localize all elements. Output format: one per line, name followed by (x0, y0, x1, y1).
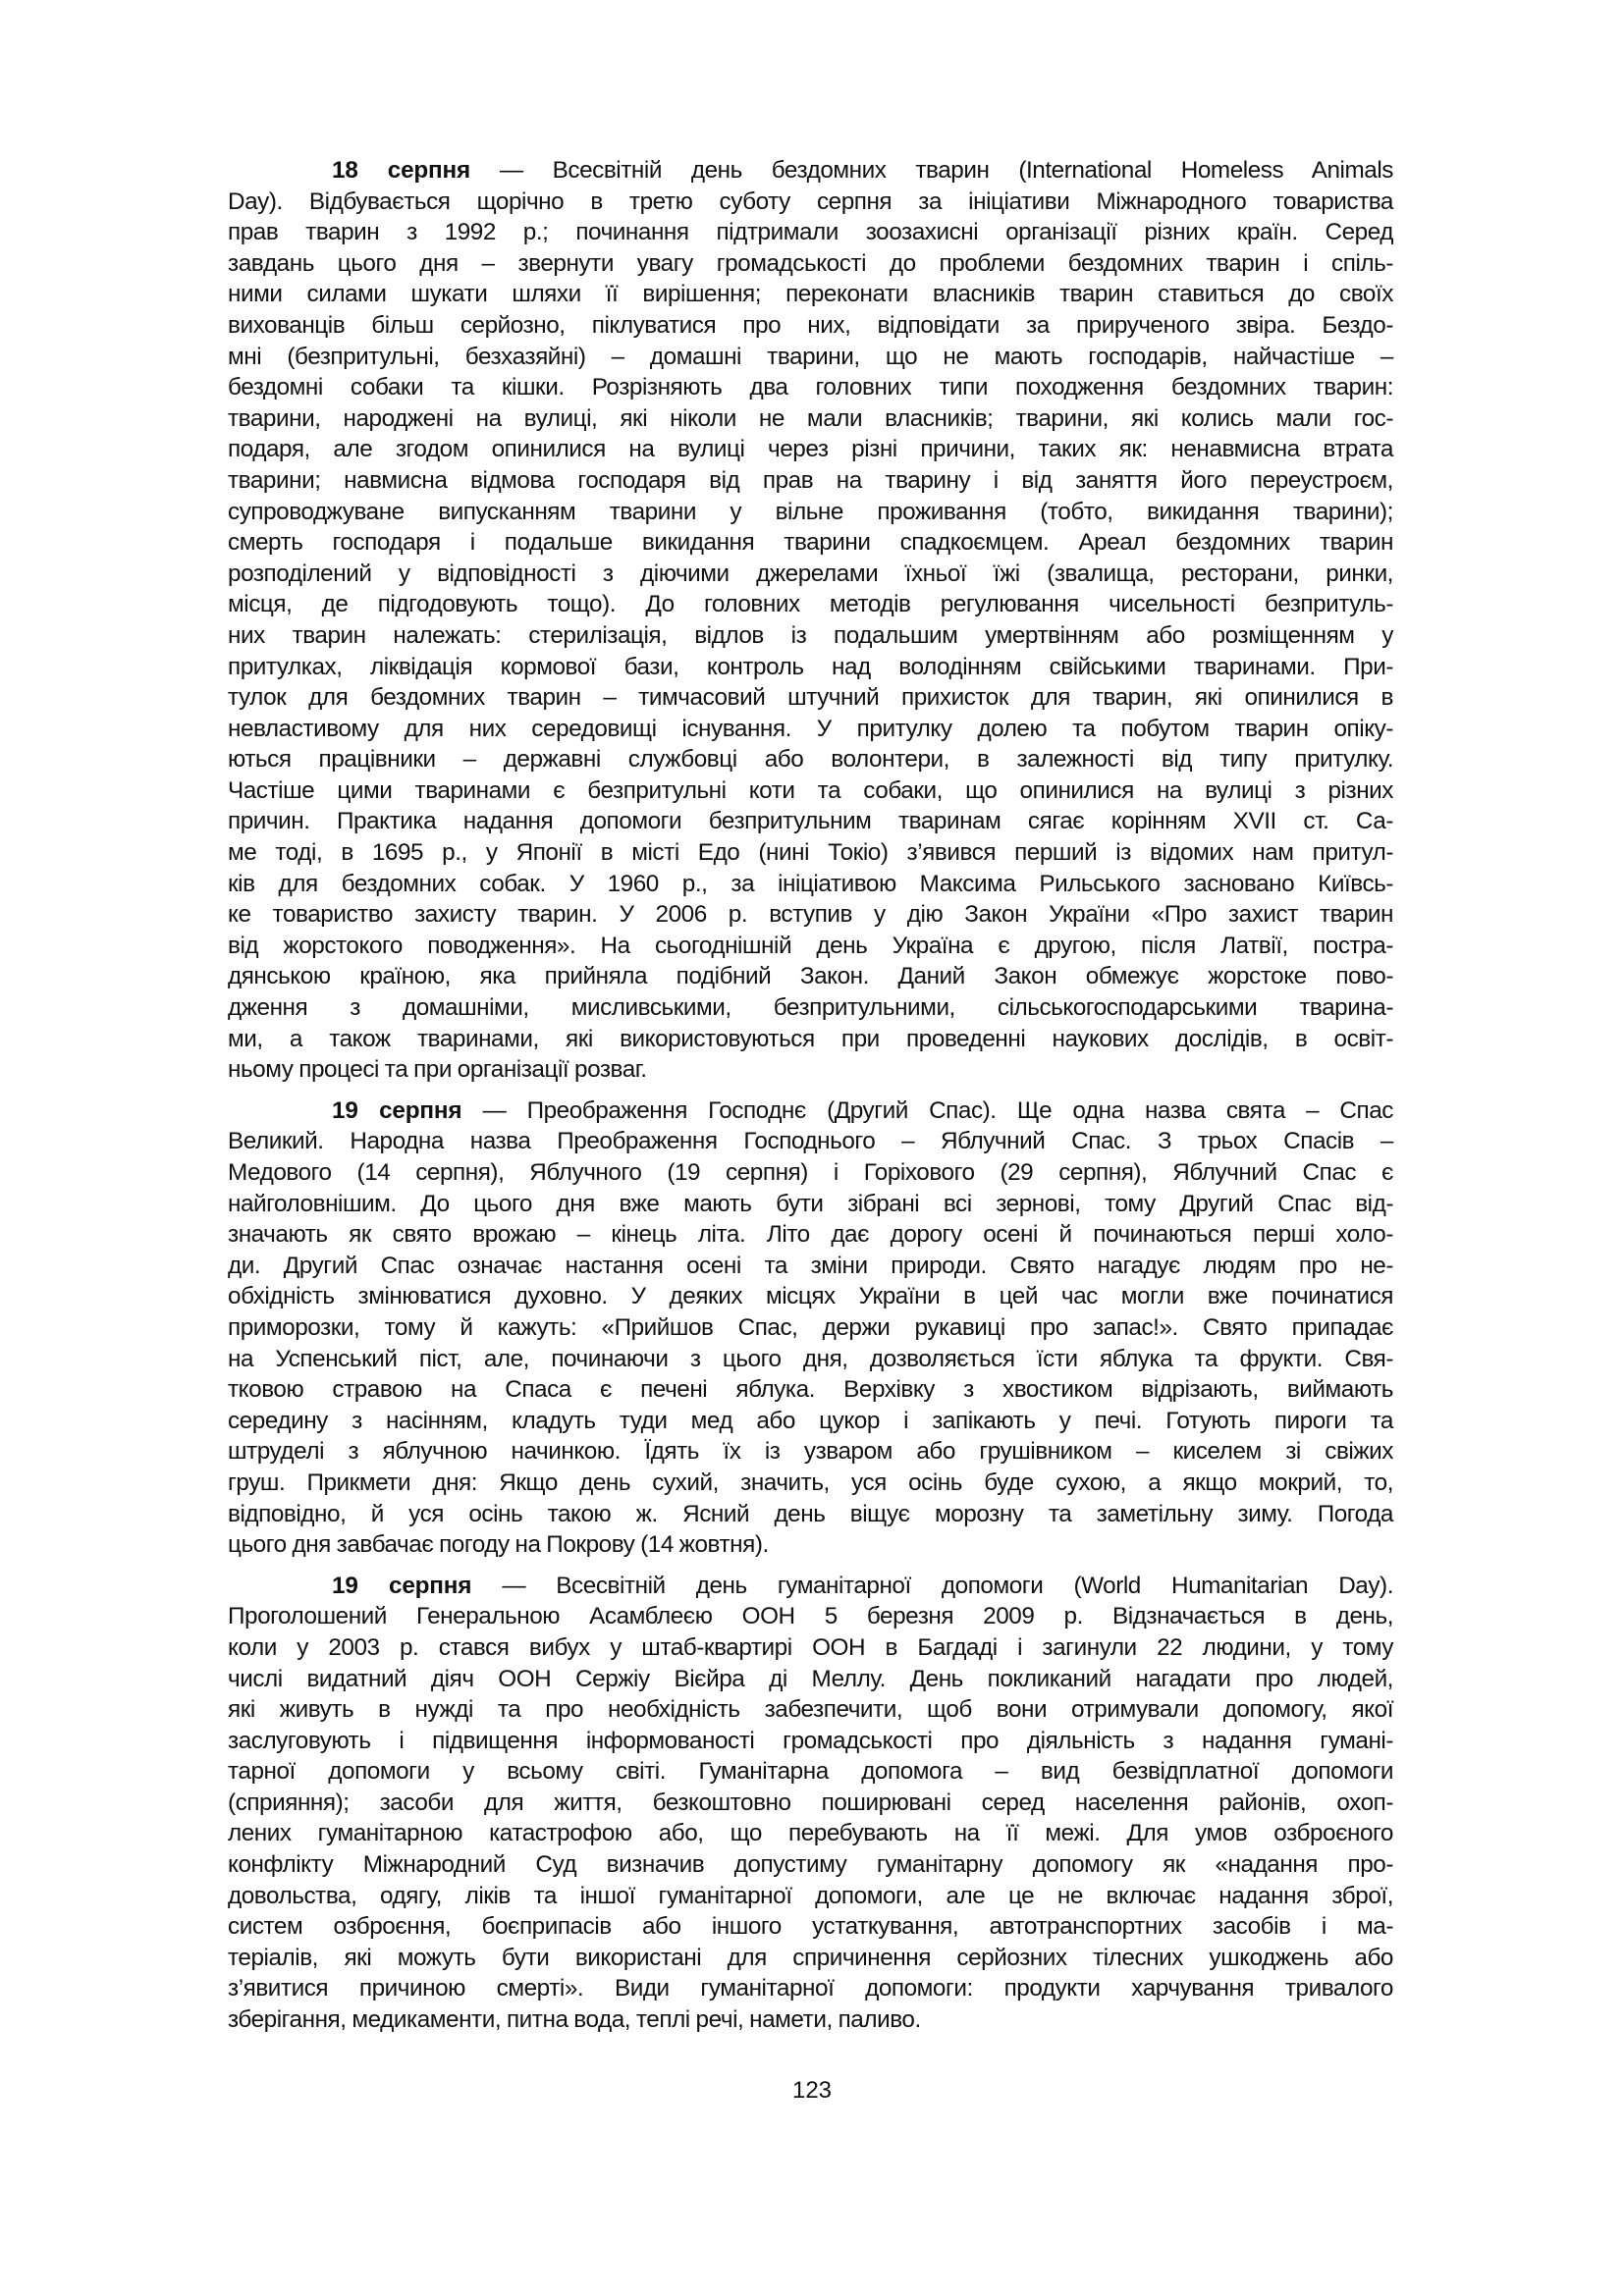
text-line: теріалів, які можуть бути використані для спричинення серйозних тілесних ушкоджень або (228, 1944, 1393, 1971)
text-line: бездомні собаки та кішки. Розрізняють два головних типи походження бездомних тварин: (228, 374, 1393, 401)
text-line: зберігання, медикаменти, питна вода, теплі речі, намети, паливо. (228, 2006, 921, 2034)
text-line: конфлікту Міжнародний Суд визначив допустиму гуманітарну допомогу як «надання про- (228, 1851, 1393, 1879)
text-line: Медового (14 серпня), Яблучного (19 серпня) і Горіхового (29 серпня), Яблучний Спас є (228, 1159, 1393, 1186)
text-line: штруделі з яблучною начинкою. Їдять їх із узваром або грушівником – киселем зі свіжих (228, 1438, 1393, 1466)
text-line: числі видатний діяч ООН Сержіу Вієйра ді Меллу. День покликаний нагадати про людей, (228, 1665, 1393, 1692)
text-line: груш. Прикмети дня: Якщо день сухий, значить, уся осінь буде сухою, а якщо мокрий, то, (228, 1468, 1393, 1496)
text-line: ються працівники – державні службовці або волонтери, в залежності від типу притулку. (228, 746, 1393, 774)
text-line: мні (безпритульні, безхазяйні) – домашні тварини, що не мають господарів, найчастіше – (228, 343, 1393, 370)
text-line: тарної допомоги у всьому світі. Гуманітарна допомога – вид безвідплатної допомоги (228, 1758, 1393, 1786)
text-line (228, 1571, 1393, 1602)
text-line: притулках, ліквідація кормової бази, контроль над володінням свійськими тваринами. При- (228, 653, 1393, 680)
page-number: 123 (791, 2077, 833, 2104)
paragraph-humanitarian-day (228, 1571, 1393, 2036)
text-line: обхідність змінюватися духовно. У деяких місцях України в цей час могли вже починатися (228, 1283, 1393, 1310)
text-line: дянською країною, яка прийняла подібний Закон. Даний Закон обмежує жорстоке пово- (228, 963, 1393, 990)
text-line: місця, де підгодовують тощо). До головних методів регулювання чисельності безпритуль- (228, 591, 1393, 618)
text-line: дження з домашніми, мисливськими, безпритульними, сільськогосподарськими тварина- (228, 994, 1393, 1022)
text-line: вихованців більш серйозно, піклуватися про них, відповідати за прирученого звіра. Бездо- (228, 311, 1393, 339)
text-line: середину з насінням, кладуть туди мед або цукор і запікають у печі. Готують пироги та (228, 1407, 1393, 1434)
text-line: ків для бездомних собак. У 1960 р., за ініціативою Максима Рильського засновано Київсь- (228, 870, 1393, 897)
line-text: — Всесвітній день бездомних тварин (International Homeless Animals (469, 157, 1393, 184)
text-line: розподілений у відповідності з діючими джерелами їхньої їжі (звалища, ресторани, ринки, (228, 560, 1393, 587)
text-line: найголовнішим. До цього дня вже мають бути зібрані всі зернові, тому Другий Спас від- (228, 1190, 1393, 1217)
text-line: на Успенський піст, але, починаючи з цього дня, дозволяється їсти яблука та фрукти. Свя- (228, 1345, 1393, 1372)
text-line: ними силами шукати шляхи її вирішення; переконати власників тварин ставиться до своїх (228, 281, 1393, 308)
text-line: коли у 2003 р. стався вибух у штаб-квартирі ООН в Багдаді і загинули 22 людини, у тому (228, 1633, 1393, 1661)
text-line: відповідно, й уся осінь такою ж. Ясний день віщує морозну та заметільну зиму. Погода (228, 1500, 1393, 1527)
text-line: Day). Відбувається щорічно в третю суботу серпня за ініціативи Міжнародного товариства (228, 187, 1393, 215)
text-line: ньому процесі та при організації розваг. (228, 1056, 647, 1084)
text-line: тварини; навмисна відмова господаря від прав на тварину і від заняття його переустроєм, (228, 466, 1393, 494)
text-line: завдань цього дня – звернути увагу громадськості до проблеми бездомних тварин і спіль- (228, 249, 1393, 277)
text-line: тковою стравою на Спаса є печені яблука. Верхівку з хвостиком відрізають, виймають (228, 1376, 1393, 1404)
text-line: причин. Практика надання допомоги безпритульним тваринам сягає корінням XVII ст. Са- (228, 808, 1393, 835)
text-line: смерть господаря і подальше викидання тварини спадкоємцем. Ареал бездомних тварин (228, 529, 1393, 557)
paragraph-homeless-animals-day (228, 155, 1393, 1086)
text-line (228, 155, 1393, 187)
text-line: довольства, одягу, ліків та іншої гуманітарної допомоги, але це не включає надання зброї, (228, 1882, 1393, 1909)
text-line: цього дня завбачає погоду на Покрову (14 жовтня). (228, 1531, 769, 1559)
text-line: супроводжуване випусканням тварини у вільне проживання (тобто, викидання тварини); (228, 498, 1393, 525)
text-line: тулок для бездомних тварин – тимчасовий штучний прихисток для тварин, які опинилися в (228, 684, 1393, 712)
text-line: (сприяння); засоби для життя, безкоштовно поширювані серед населення районів, охоп- (228, 1789, 1393, 1816)
text-line: з’явитися причиною смерті». Види гуманітарної допомоги: продукти харчування тривалого (228, 1975, 1393, 2002)
text-line: від жорстокого поводження». На сьогоднішній день Україна є другою, після Латвії, постра- (228, 932, 1393, 959)
date-heading: 19 серпня (332, 1096, 462, 1124)
text-line (228, 1095, 1393, 1127)
text-line: Великий. Народна назва Преображення Господнього – Яблучний Спас. З трьох Спасів – (228, 1128, 1393, 1155)
text-line: заслуговують і підвищення інформованості громадськості про діяльність з надання гумані- (228, 1727, 1393, 1754)
date-heading: 18 серпня (332, 157, 470, 184)
text-line: ди. Другий Спас означає настання осені та зміни природи. Свято нагадує людям про не- (228, 1252, 1393, 1279)
text-line: систем озброєння, боєприпасів або іншого устаткування, автотранспортних засобів і ма- (228, 1913, 1393, 1941)
line-text: — Преображення Господнє (Другий Спас). Ще одна назва свята – Спас (461, 1096, 1393, 1124)
text-line: невластивому для них середовищі існування. У притулку долею та побутом тварин опіку- (228, 715, 1393, 742)
text-line: прав тварин з 1992 р.; починання підтримали зоозахисні організації різних країн. Серед (228, 219, 1393, 246)
text-line: приморозки, тому й кажуть: «Прийшов Спас, держи рукавиці про запас!». Свято припадає (228, 1313, 1393, 1341)
document-page (228, 155, 1393, 2046)
text-line: ме тоді, в 1695 р., у Японії в місті Едо (нині Токіо) з’явився перший із відомих нам притул- (228, 839, 1393, 867)
text-line: них тварин належать: стерилізація, відлов із подальшим умертвінням або розміщенням у (228, 621, 1393, 649)
text-line: які живуть в нужді та про необхідність забезпечити, щоб вони отримували допомогу, якої (228, 1696, 1393, 1724)
text-line: значають як свято врожаю – кінець літа. Літо дає дорогу осені й починаються перші холо- (228, 1221, 1393, 1249)
text-line: ке товариство захисту тварин. У 2006 р. вступив у дію Закон України «Про захист тварин (228, 901, 1393, 929)
text-line: Частіше цими тваринами є безпритульні коти та собаки, що опинилися на вулиці з різних (228, 776, 1393, 804)
text-line: лених гуманітарною катастрофою або, що перебувають на її межі. Для умов озброєного (228, 1820, 1393, 1847)
text-line: ми, а також тваринами, які використовуються при проведенні наукових дослідів, в освіт- (228, 1025, 1393, 1052)
line-text: — Всесвітній день гуманітарної допомоги (World Humanitarian Day). (471, 1572, 1393, 1599)
text-line: Проголошений Генеральною Асамблеєю ООН 5 березня 2009 р. Відзначається в день, (228, 1603, 1393, 1630)
date-heading: 19 серпня (332, 1572, 472, 1599)
text-line: тварини, народжені на вулиці, які ніколи не мали власників; тварини, які колись мали гос- (228, 404, 1393, 432)
paragraph-transfiguration (228, 1095, 1393, 1561)
text-line: подаря, але згодом опинилися на вулиці через різні причини, таких як: ненавмисна втрата (228, 436, 1393, 463)
